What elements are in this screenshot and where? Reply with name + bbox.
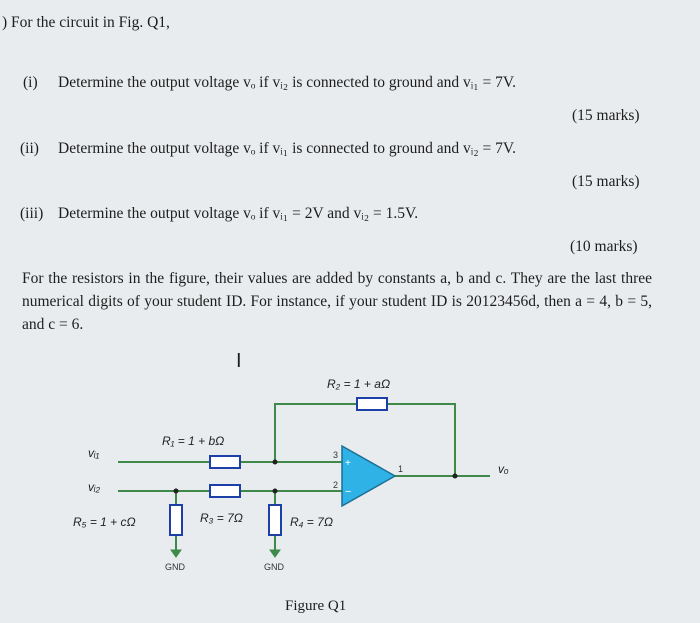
op-amp-plus: + — [345, 458, 351, 469]
vi2-label: vᵢ₂ — [88, 480, 101, 494]
r5-label: R₅ = 1 + cΩ — [73, 515, 136, 529]
question-intro: ) For the circuit in Fig. Q1, — [2, 14, 170, 31]
part-iii-text: Determine the output voltage vₒ if vᵢ₁ = 2V and vᵢ₂ = 1.5V. — [58, 205, 419, 222]
part-i-text: Determine the output voltage vₒ if vᵢ₂ is connected to ground and vᵢ₁ = 7V. — [58, 74, 516, 91]
node-r3-r4 — [273, 489, 278, 494]
part-i-marks: (15 marks) — [572, 107, 640, 124]
resistor-r3 — [210, 485, 240, 497]
r3-label: R₃ = 7Ω — [200, 511, 243, 525]
node-output — [453, 474, 458, 479]
gnd-label-2: GND — [264, 562, 284, 572]
part-iii-label: (iii) — [20, 205, 44, 222]
op-amp-minus: − — [345, 486, 352, 498]
gnd-symbol-r5 — [171, 550, 181, 557]
resistor-r1 — [210, 456, 240, 468]
resistor-r2 — [357, 398, 387, 410]
r1-label: R₁ = 1 + bΩ — [162, 434, 225, 448]
gnd-symbol-r4 — [270, 550, 280, 557]
part-ii-marks: (15 marks) — [572, 173, 640, 190]
pin-3: 3 — [333, 450, 339, 460]
r4-label: R₄ = 7Ω — [290, 515, 333, 529]
node-vi2-r5 — [174, 489, 179, 494]
vo-label: vₒ — [498, 462, 509, 476]
pin-2: 2 — [333, 480, 339, 490]
part-ii-text: Determine the output voltage vₒ if vᵢ₁ is connected to ground and vᵢ₂ = 7V. — [58, 140, 516, 157]
part-iii-marks: (10 marks) — [570, 238, 638, 255]
text-cursor-icon: I — [236, 350, 242, 372]
gnd-label-1: GND — [165, 562, 185, 572]
pin-1: 1 — [398, 464, 404, 474]
r2-label: R₂ = 1 + aΩ — [327, 377, 391, 391]
figure-caption: Figure Q1 — [285, 598, 347, 614]
part-ii-label: (ii) — [20, 140, 39, 157]
resistor-r4 — [269, 505, 281, 535]
node-r1-feedback — [273, 460, 278, 465]
resistor-r5 — [170, 505, 182, 535]
resistor-note: For the resistors in the figure, their values are added by constants a, b and c. They are the last three numerical digits of your student ID. For instance, if your student ID is 20123456d, then a = 4, b = 5, and c = 6. — [22, 270, 652, 333]
vi1-label: vᵢ₁ — [88, 446, 100, 460]
part-i-label: (i) — [23, 74, 38, 91]
